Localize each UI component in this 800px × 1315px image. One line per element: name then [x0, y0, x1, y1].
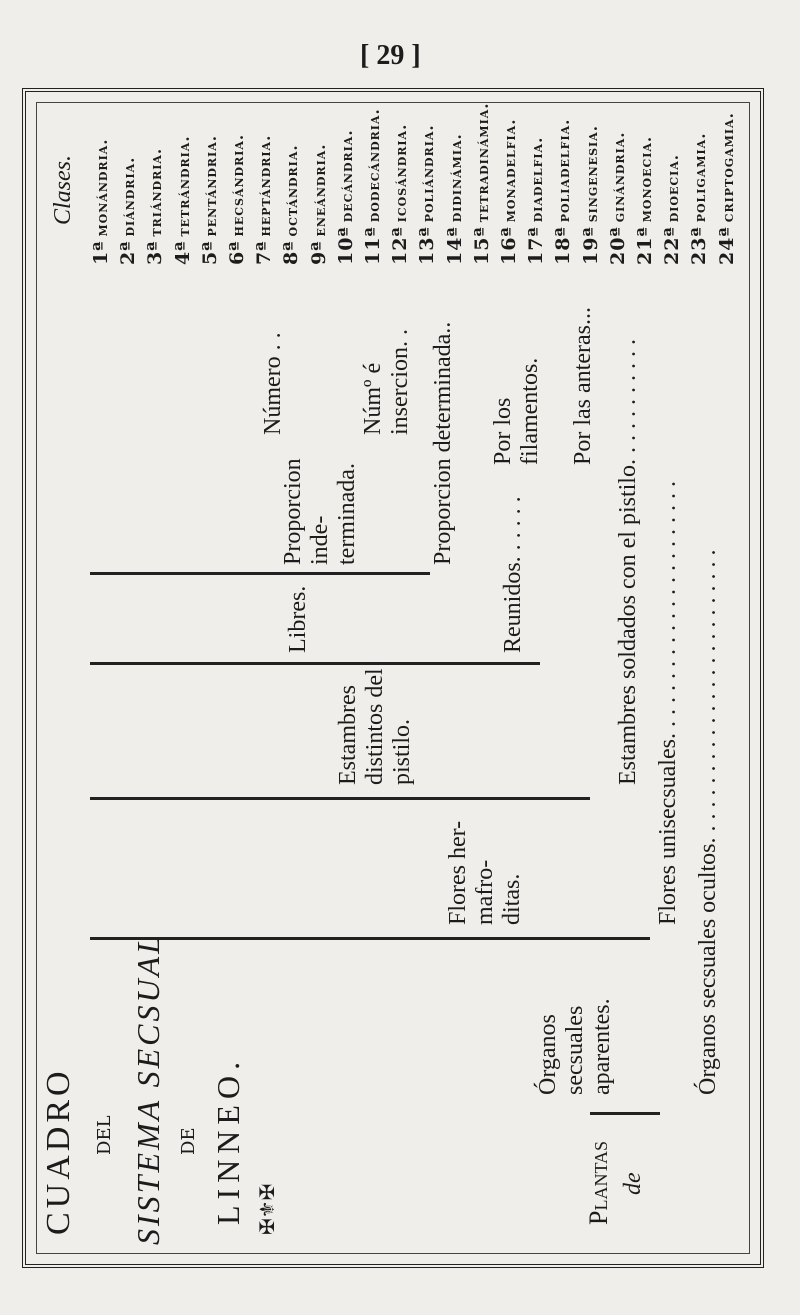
- page-number: [ 29 ]: [360, 40, 421, 71]
- por-anteras: Por las anteras...: [570, 307, 596, 465]
- clase-name: heptándria.: [256, 134, 275, 237]
- clase-item: [580, 125, 602, 265]
- estambres-soldados: Estambres soldados con el pistilo. . . . . . . . . . .: [615, 339, 641, 785]
- brace-libres: [90, 566, 430, 575]
- clase-item: [607, 132, 629, 265]
- clase-item: [688, 133, 710, 265]
- clase-name: dodecándria.: [365, 108, 383, 223]
- clase-name: monoecia.: [637, 135, 655, 223]
- clase-name: decándria.: [337, 129, 356, 223]
- clase-name: criptogamia.: [718, 112, 737, 223]
- clase-number: 21ª: [634, 226, 656, 265]
- clase-name: eneándria.: [310, 143, 329, 237]
- clase-name: poliándria.: [419, 124, 438, 223]
- flores-unisecsuales: Flores unisecsuales. . . . . . . . . . . . . . . . . . . . . .: [655, 481, 681, 925]
- clase-item: [226, 134, 248, 265]
- clases-heading: Clases.: [50, 154, 76, 225]
- estambres-distintos: Estambres distintos del pistilo.: [335, 668, 415, 785]
- clase-item: [117, 157, 139, 265]
- clase-name: poligamia.: [691, 132, 710, 223]
- plantas-sub: de: [620, 1172, 646, 1195]
- clase-item: [444, 133, 466, 265]
- brace-distintos: [90, 656, 540, 665]
- clase-item: [661, 154, 683, 265]
- clase-number: 9ª: [307, 240, 330, 265]
- organos-ocultos: Órganos secsuales ocultos. . . . . . . . . . . . . . . . . . . . . . . . .: [695, 549, 721, 1095]
- clase-item: [335, 129, 357, 265]
- clase-number: 7ª: [253, 240, 276, 265]
- clase-name: poliadelfia.: [555, 118, 574, 223]
- proporcion-indeterminada: Proporcion inde- terminada.: [280, 458, 360, 565]
- brace-hermafroditas: [90, 791, 590, 800]
- clase-item: [144, 148, 166, 265]
- clase-item: [634, 136, 656, 265]
- clase-number: 13ª: [416, 226, 439, 265]
- clase-item: [525, 137, 547, 265]
- clase-number: 19ª: [579, 226, 602, 265]
- brace-aparentes: [90, 931, 650, 940]
- clase-number: 4ª: [171, 240, 194, 265]
- clase-item: [552, 119, 574, 265]
- clase-name: diadelfia.: [528, 136, 547, 223]
- clase-number: 15ª: [470, 226, 493, 265]
- clase-name: singenesia.: [582, 125, 601, 223]
- clase-name: monadelfia.: [501, 118, 519, 223]
- proporcion-determinada: Proporcion determinada..: [430, 321, 456, 565]
- clase-name: dioecia.: [664, 153, 683, 223]
- clase-name: tetrándria.: [174, 135, 193, 237]
- libres: Libres.: [285, 585, 311, 653]
- clase-number: 24ª: [715, 226, 738, 265]
- clase-item: [253, 135, 275, 265]
- reunidos: Reunidos. . . . . .: [500, 496, 526, 653]
- clase-number: 10ª: [334, 226, 357, 265]
- clase-name: hecsándria.: [229, 133, 247, 237]
- clase-item: [362, 108, 384, 265]
- clase-name: triándria.: [147, 147, 166, 237]
- clase-item: [416, 124, 438, 265]
- clase-number: 5ª: [198, 240, 221, 265]
- clase-number: 16ª: [498, 226, 520, 265]
- clase-name: didinámia.: [446, 133, 465, 223]
- title-sistema: SISTEMA SECSUAL: [130, 933, 166, 1245]
- title-linneo: LINNEO.: [210, 1055, 246, 1225]
- clase-name: icosándria.: [392, 123, 411, 223]
- clase-item: [90, 139, 112, 265]
- clase-number: 3ª: [144, 240, 167, 265]
- clase-item: [172, 135, 194, 265]
- brace-plantas: [590, 1104, 660, 1115]
- clase-name: tetradinámia.: [473, 102, 492, 223]
- clase-name: pentándria.: [201, 135, 220, 237]
- por-filamentos: Por los filamentos.: [490, 357, 543, 465]
- clase-number: 1ª: [90, 240, 112, 265]
- clase-name: monándria.: [93, 138, 111, 237]
- clase-item: [498, 119, 520, 265]
- title-de: DE: [178, 1127, 199, 1155]
- clase-item: [716, 112, 738, 265]
- plantas-label: Plantas: [584, 1140, 613, 1225]
- clase-item: [280, 144, 302, 265]
- clase-number: 12ª: [389, 226, 412, 265]
- clase-number: 11ª: [362, 226, 384, 265]
- clase-number: 2ª: [117, 240, 140, 265]
- clase-item: [471, 103, 493, 266]
- clase-name: diándria.: [120, 156, 139, 237]
- title-cuadro: CUADRO: [40, 1067, 77, 1235]
- clase-number: 22ª: [661, 226, 684, 265]
- clase-number: 23ª: [688, 226, 711, 265]
- clase-item: [308, 144, 330, 265]
- flores-hermafroditas: Flores her- mafro- ditas.: [445, 820, 525, 925]
- clase-item: [389, 124, 411, 265]
- rotated-table: [30, 102, 755, 1265]
- clase-name: octándria.: [283, 144, 302, 237]
- clase-item: [199, 135, 221, 265]
- organos-aparentes: Órganos secsuales aparentes.: [535, 998, 615, 1095]
- clase-name: ginándria.: [609, 131, 628, 223]
- clase-number: 18ª: [552, 226, 575, 265]
- clase-number: 20ª: [606, 226, 629, 265]
- ornament-icon: ✠⚜✠: [255, 1183, 279, 1235]
- numero-insercion: Númº é insercion. .: [360, 329, 413, 435]
- clase-number: 14ª: [443, 226, 466, 265]
- numero: Número . .: [260, 332, 286, 435]
- clase-number: 8ª: [280, 240, 303, 265]
- clase-number: 6ª: [226, 240, 248, 265]
- clase-number: 17ª: [525, 226, 548, 265]
- title-del: DEL: [94, 1115, 115, 1155]
